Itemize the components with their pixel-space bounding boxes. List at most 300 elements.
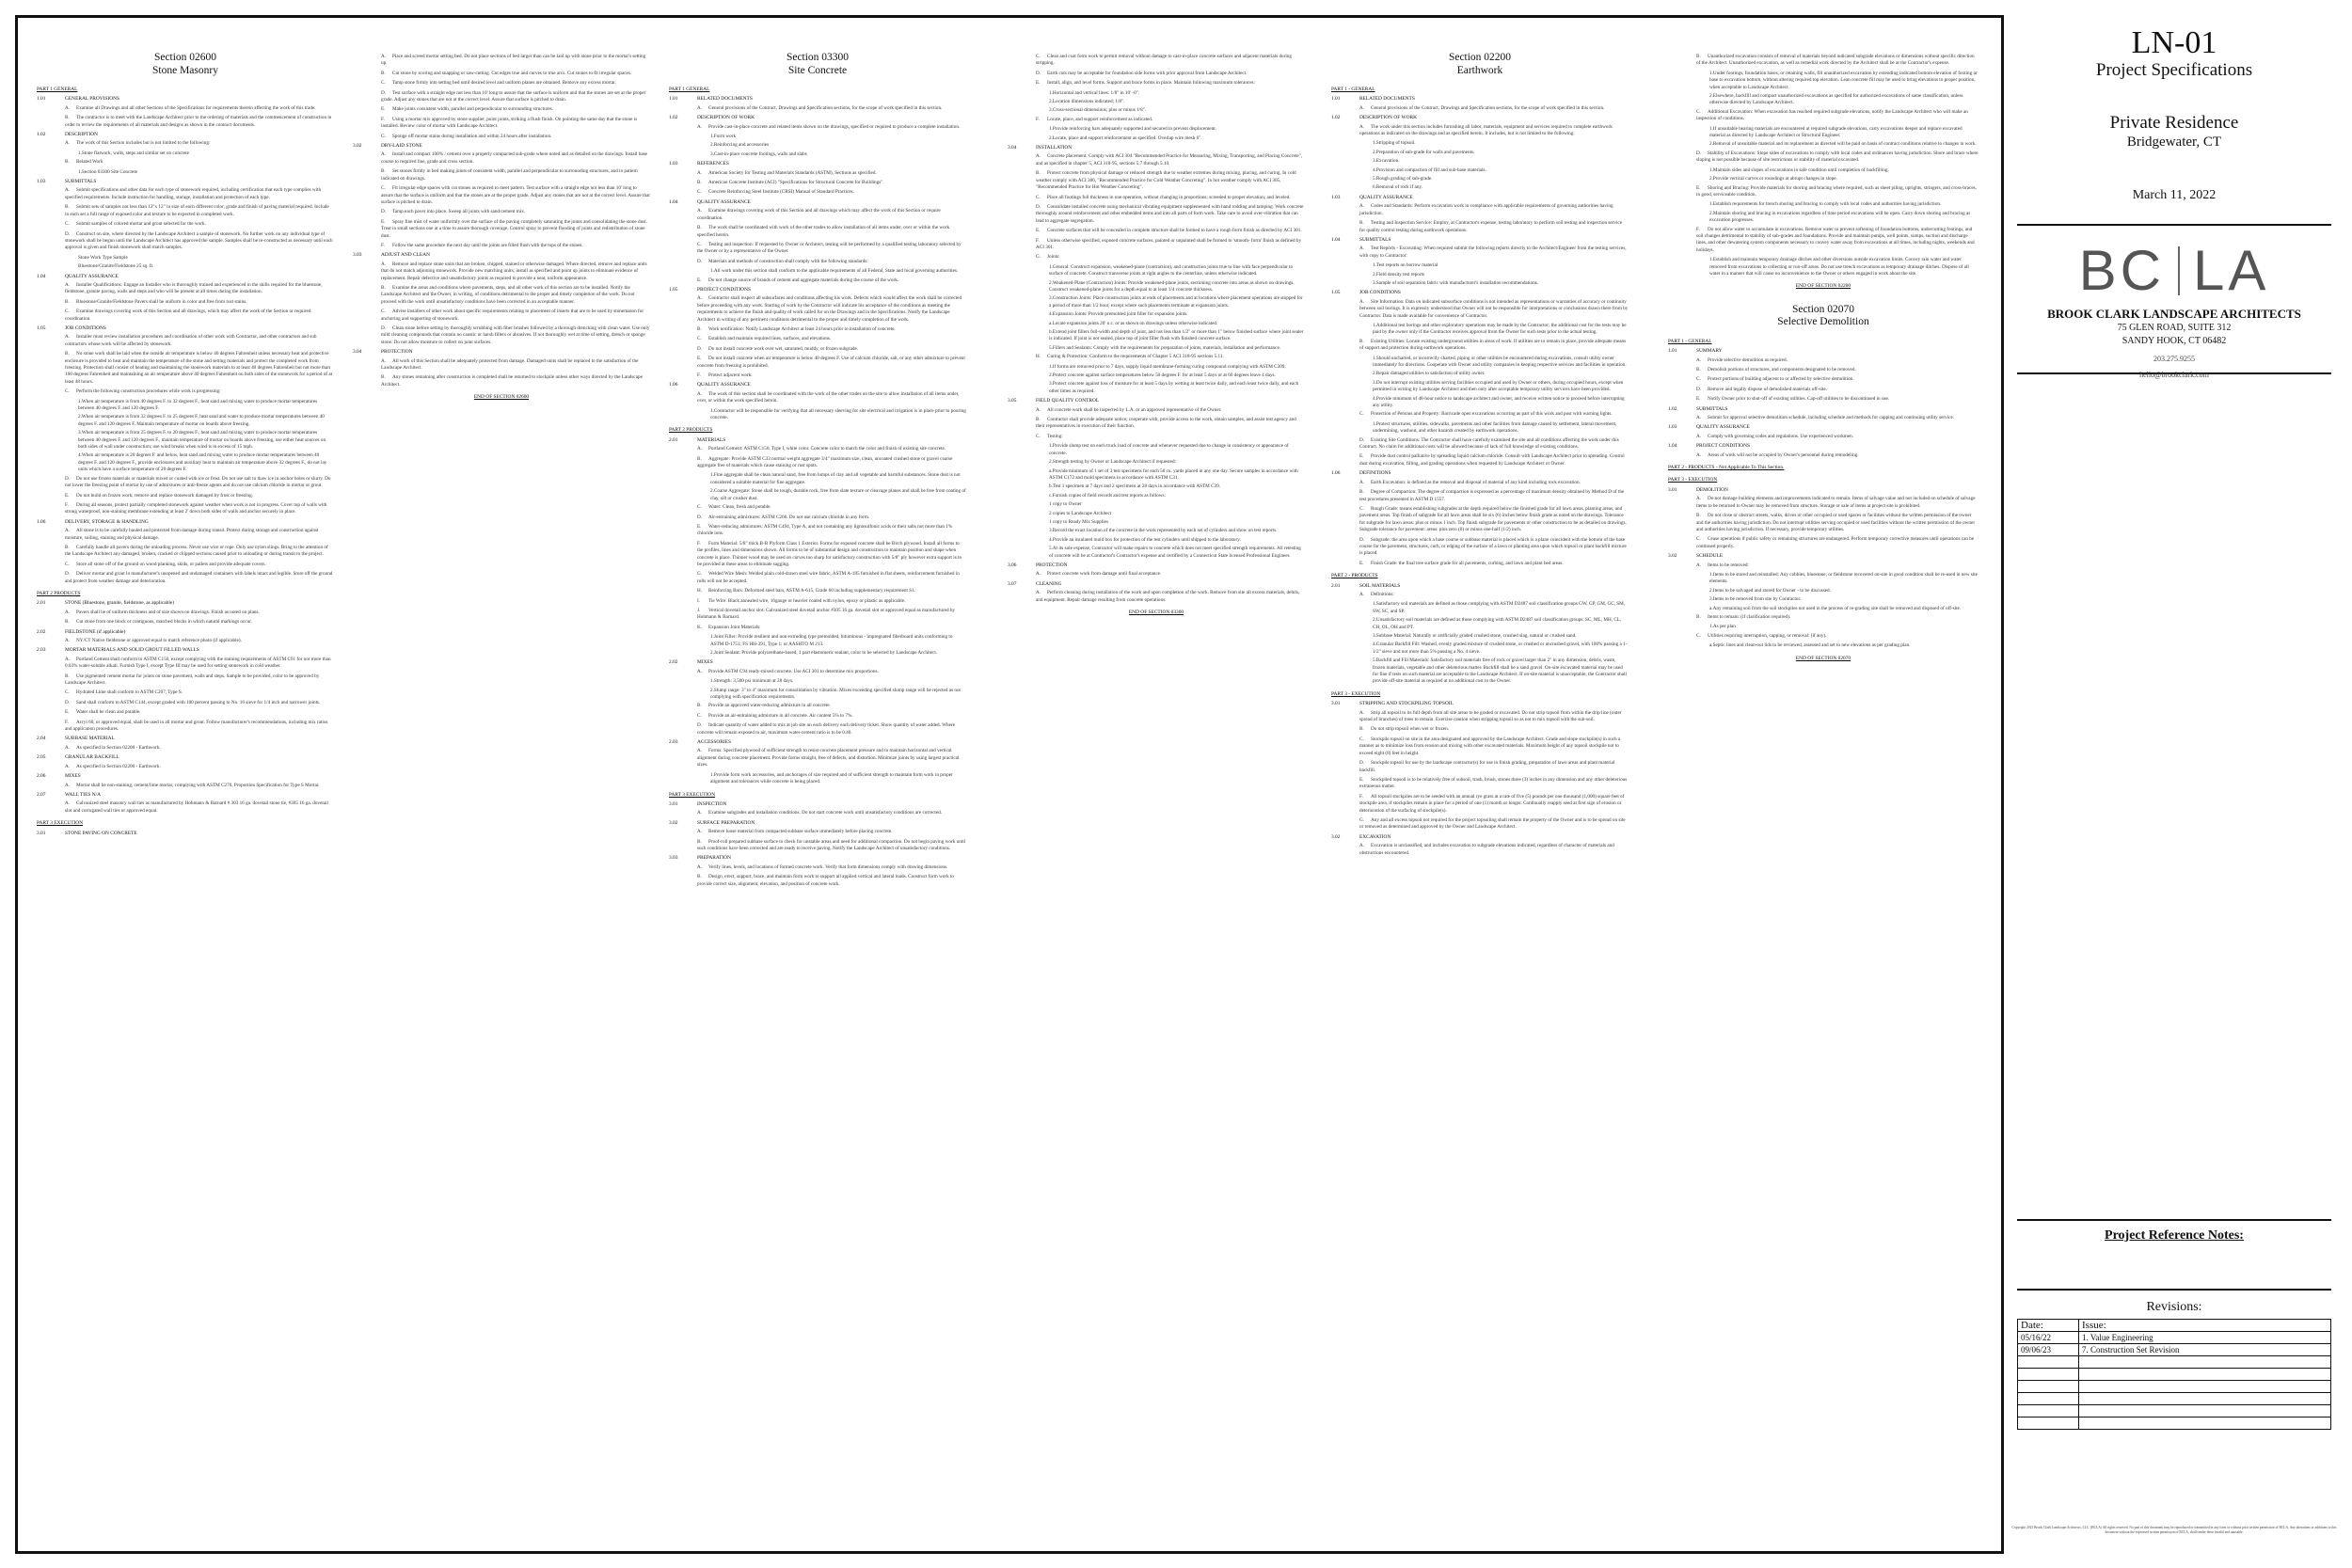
paragraph-text: Perform the following construction procedures while work is progressing: [76,388,221,395]
article-number: 1.03 [1668,424,1677,431]
paragraph-label: 3. [78,430,82,436]
article-heading [669,659,966,666]
spec-paragraph [697,242,966,256]
spec-paragraph [1696,396,1979,403]
article-number: 1.03 [1331,194,1341,200]
article-title: REFERENCES [697,161,729,167]
spec-paragraph [1696,562,1979,569]
paragraph-text: Concrete Reinforcing Steel Institute (CRSI) Manual of Standard Practices. [708,189,854,196]
paragraph-label: 2. [1049,99,1053,105]
paragraph-label: B. [65,204,70,211]
article-heading [37,519,334,526]
paragraph-label: 3. [710,150,714,157]
article-number: 1.04 [37,273,46,279]
paragraph-label: C. [1696,108,1701,115]
paragraph-text: Carefully handle all pavers during the unloading process. Never use wire or rope. Only use nylon slings. Bring to the attention of the Landscape Architect any damaged, broken, cracked or chipped sections caused prior to unloading or during transit to the project. [65,544,328,558]
spec-subparagraph [1373,272,1629,278]
spec-paragraph [1696,367,1979,373]
spec-paragraph [697,839,966,853]
paragraph-label: E. [1036,228,1041,234]
article-number: 1.03 [669,161,678,167]
paragraph-label: E. [1696,184,1701,191]
paragraph-text: Indicate quantity of water added to mix at job site on each delivery each delivery ticket. Show quantity of water added. Where concrete will remain exposed to air, maximum water-cement ratio is to be 0.40. [697,722,955,736]
spec-subparagraph [1373,657,1629,686]
article-title: RELATED DOCUMENTS [1359,96,1415,103]
paragraph-text: Maintain sides and slopes of excavations in safe condition until completion of backfilling. [1712,166,1889,173]
paragraph-text: Stockpile topsoil on site in the area designated and approved by the Landscape Architect. Grade and slope stockpile(s) in such a manner as to minimize loss from erosion and mixing with other excavated materials. Maximum height of any topsoil stockpile not to exceed eight (8) feet in height. [1359,736,1621,756]
paragraph-label: 4. [1373,395,1376,402]
paragraph-text: Establish requirements for trench shoring and bracing to comply with local codes and authorities having jurisdiction. [1712,201,1942,208]
paragraph-text: When air temperature is from 32 degrees F. to 25 degrees F. heat sand and water to produce mortar temperatures between 40 degrees F. and 120 degrees F. Maintain temperature of mortar on boards above freezing. [78,414,325,427]
paragraph-label: B. [1696,513,1701,519]
paragraph-label: 1. [1049,126,1053,133]
paragraph-text: Pavers shall be of uniform thickness and of size shown on drawings. Finish as noted on plans. [76,609,260,615]
paragraph-label: 1. [1709,257,1713,263]
spec-paragraph [697,541,966,569]
paragraph-label: A. [381,261,387,267]
article-heading [37,754,334,761]
paragraph-label: D. [1036,203,1041,210]
paragraph-text: Testing: [1047,433,1063,439]
paragraph-text: Definitions: [1371,591,1394,597]
part-heading: PART 3 EXECUTION [669,791,716,798]
article-number: 3.04 [1008,145,1017,151]
article-heading [669,437,966,444]
spec-paragraph [1036,204,1305,225]
paragraph-text: If unsuitable bearing materials are encountered at required subgrade elevations, carry excavations deeper and replace excavated material as directed by Landscape Architect or Structural Engineer. [1709,125,1963,139]
article-heading [669,96,966,103]
spec-subparagraph [1049,493,1305,499]
spec-paragraph [697,259,966,265]
paragraph-text: Fit irregular edge spaces with cut stones as required to meet pattern. Test surface with a straight edge not less than 10' long to assure that the surface is uniform and that the stones are at the proper grade. Adjust any stones that are not at the correct level. Assure that surface is pitched to drain. [381,185,650,205]
spec-paragraph [1696,536,1979,550]
spec-subparagraph [1373,617,1629,631]
paragraph-label: B. [697,703,702,709]
spec-paragraph [65,571,334,585]
paragraph-text: Provide dust control palliative by spreading liquid calcium chloride. Consult with Landscape Architect prior to spreading. Control dust during excavation, filling, and grading operations when requested by Landscape Architect or Owner. [1359,453,1625,467]
paragraph-label: B. [1359,338,1364,344]
article-title: JOB CONDITIONS [65,325,106,331]
spec-paragraph [1696,633,1979,640]
paragraph-label: H. [1036,354,1041,360]
spec-paragraph [1696,415,1979,421]
paragraph-label: A. [1359,843,1365,849]
firm-address-line2: SANDY HOOK, CT 06482 [2122,336,2227,346]
paragraph-text: Contractor shall inspect all subsurfaces and conditions affecting his work. Defects which would affect the work shall be corrected before proceeding with any work. Starting of work by the Contractor will indicate his acceptance of the conditions as meeting the requirements to achieve the finish and quality of work called for on the Drawings and in the Specifications. Notify the Landscape Architect in writing of any pertinent conditions detrimental to the proper and timely completion of the work. [697,295,962,323]
spec-paragraph [1359,592,1629,598]
paragraph-label: I. [697,597,701,604]
section-number: Section 02200 [1448,52,1512,63]
paragraph-label: 1. [78,168,82,175]
paragraph-label: C. [697,241,702,247]
paragraph-text: All concrete work shall be inspected by L.A. or an approved representative of the Owner. [1047,406,1222,413]
article-title: DESCRIPTION OF WORK [1359,115,1417,121]
paragraph-text: Repair damaged utilities to satisfaction of utility owner. [1375,371,1486,377]
paragraph-text: Store all stone off of the ground on wood planking, skids, or pallets and provide adequate covers. [76,561,266,567]
spec-paragraph [381,54,650,68]
paragraph-label: E. [697,277,702,283]
paragraph-text: Rough Grade: means establishing subgrades at the depth required below the finished grade for all lawn areas, planting areas, and pavement areas. Top finish of subgrade for all lawn areas shall be six (6) inches below finish grade as noted on the drawings. Tolerance for subgrade for lawn areas: plus or minus 1 inch. Top finish subgrade for pavements or other construction to be as detailed on drawings. Subgrade tolerance for pavement: areas: plus zero (0) or minus one-half (1/2) inch. [1359,505,1627,533]
paragraph-text: General provisions of the Contract, Drawings and Specification sections, for the scope of work specified in this section. [708,104,943,111]
paragraph-label: A. [697,169,703,176]
paragraph-label: 1. [710,268,714,275]
paragraph-text: The work of this section shall be coordinated with the work of the other trades on the site to allow installation of all items under, over, or within the work specified herein. [697,390,960,404]
paragraph-label: A. [1696,562,1702,568]
paragraph-text: Should uncharted, or incorrectly charted, piping or other utilities be encountered during excavations, consult utility owner immediately for directions. Cooperate with Owner and utility companies in keeping respective services and facilities in operation. [1373,355,1627,368]
paragraph-text: Strength testing by Owner or Landscape Architect if requested: [1052,459,1176,466]
paragraph-label: B. [65,159,70,166]
article-heading [37,831,334,837]
spec-subparagraph [1049,511,1305,517]
paragraph-label: F. [65,501,69,508]
paragraph-label: 2. [1373,371,1376,377]
paragraph-text: Test surface with a straight edge not less than 10' long to assure that the surface is uniform and that the stones are set at the proper grade. Adjust any stones that are not at the correct level. Assure that surface is pitched to drain. [381,89,646,103]
paragraph-label: B. [65,351,70,357]
article-heading [353,143,650,150]
spec-paragraph [1696,376,1979,383]
paragraph-label: A. [65,609,71,615]
paragraph-text: Work notification: Notify Landscape Architect at least 24 hours prior to installation of concrete. [708,325,896,332]
spec-paragraph [697,446,966,452]
paragraph-text: Rough grading of sub-grade. [1375,176,1433,182]
paragraph-text: Testing and Inspection Service: Employ, at Contractor's expense, testing laboratory to perform soil testing and inspection service for quality control testing during earthwork operations. [1359,220,1623,233]
paragraph-text: Protect concrete work from damage until final acceptance. [1047,571,1162,578]
article-title: PROTECTION [1036,562,1068,568]
paragraph-label: C. [1359,411,1364,418]
revision-issue [2079,1369,2331,1381]
spec-paragraph [381,80,650,87]
spec-subparagraph [710,488,966,502]
article-title: QUALITY ASSURANCE [697,382,751,388]
paragraph-text: Locate expansion joints 20' o.c. or as shown on drawings unless otherwise indicated. [1052,320,1218,326]
spec-paragraph [1359,245,1629,260]
paragraph-label: 2. [1709,210,1713,216]
paragraph-label: D. [65,699,71,705]
paragraph-text: Test Reports - Excavating: When required submit the following reports directly to the Architect/Engineer from the testing services, with copy to Contractor: [1359,245,1627,259]
paragraph-text: Install, align, and level forms. Support and brace forms in place. Maintain following maximum tolerances: [1047,80,1255,87]
spec-paragraph [65,610,334,616]
spec-subparagraph [710,688,966,702]
revision-row [2018,1344,2331,1356]
part-heading: PART 2 PRODUCTS [669,427,713,434]
paragraph-label: G. [1359,816,1365,823]
paragraph-text: Backfill and Fill Materials: Satisfactory soil materials free of rock or gravel larger than 2" in any dimension, debris, waste, frozen materials, vegetable and other deleterious matter. Backfill shall be a sand gravel. On-site excavated material may be used for fine if tests on such material are acceptable to the Landscape Architect. If on-site material is unacceptable, the Contractor shall provide off-site material as required at no additional cost to the Owner. [1373,657,1627,685]
article-heading [669,115,966,121]
article-title: WALL TIES N/A [65,791,102,798]
article-title: QUALITY ASSURANCE [65,273,119,279]
spec-paragraph [381,168,650,182]
paragraph-label: A. [65,104,71,111]
paragraph-text: Perform cleaning during installation of the work and upon completion of the work. Remove from site all excess materials, debris, and equipment. Repair damage resulting from concrete operations. [1036,590,1300,603]
revision-date [2018,1393,2079,1405]
article-number: 2.05 [37,754,46,761]
paragraph-text: Weakened-Plane (Contraction) Joints: Provide weakened-plane joints, sectioning concrete into areas as shown on drawings. Construct weakened-plane joints for a depth equal to at least 1/4 concrete thickness. [1049,279,1295,293]
paragraph-label: B. [381,70,386,76]
paragraph-text: Water shall be clean and potable. [76,709,141,716]
spec-paragraph [1036,80,1305,87]
spec-subparagraph [1709,642,1979,649]
spec-paragraph [65,282,334,296]
paragraph-text: Sample of soil separation fabric with manufacturer's installation recommendations. [1375,279,1539,286]
paragraph-label: B. [381,284,386,291]
paragraph-text: Construct on site, where directed by the Landscape Architect a sample of stonework. No further work on any individual type of stonework shall be begun until the Landscape Architect has approved the sample. Samples shall be re-constructed as necessary until each approval is given and finish stonework shall match samples. [65,230,333,251]
spec-paragraph [1036,571,1305,578]
paragraph-label: C. [1036,194,1041,200]
firm-phone: 203.275.9255 [2153,355,2195,363]
paragraph-label: a. [1049,467,1053,474]
paragraph-label: A. [1696,415,1702,421]
paragraph-text: Form work [713,134,737,140]
article-number: 1.04 [669,198,678,205]
sheet-border [15,15,2004,1554]
paragraph-label: D. [697,345,703,352]
section-heading [1668,304,1979,329]
paragraph-label: 1. [710,134,714,140]
spec-subparagraph [1373,633,1629,640]
paragraph-text: Fillers and Sealants: Comply with the requirements for preparation of joints, materials, installation and performance. [1052,344,1281,351]
paragraph-text: Mortar shall be non-staining, cement/lime mortar, complying with ASTM C270, Proportion Specification for Type S Mortar. [76,782,320,788]
paragraph-text: Joint Filler: Provide resilient and non extruding type premolded, bituminous - impregnated fiberboard units conforming to ASTM D-1751; FS HH-391, Type 1; or AASHTO M 213. [710,634,953,647]
section-number: Section 03300 [786,52,850,63]
article-title: RELATED DOCUMENTS [697,96,753,103]
paragraph-text: Submit samples of colored mortar and grout selected for the work. [76,221,206,228]
revisions-block [2017,1289,2331,1430]
article-title: SURFACE PREPARATION [697,819,755,826]
paragraph-label: D. [381,209,387,215]
paragraph-label: b. [1049,329,1053,335]
spec-paragraph [697,189,966,196]
paragraph-label: C. [381,80,386,87]
paragraph-label: A. [1036,153,1041,160]
article-number: 3.03 [669,855,678,862]
paragraph-label: A. [697,208,703,214]
paragraph-label: 3. [1049,381,1053,388]
paragraph-text: Provide slump test on each truck load of concrete and whenever requested due to change in consistency or appearance of concrete. [1049,443,1289,456]
spec-paragraph [65,638,334,644]
paragraph-label: 3. [1373,633,1376,639]
spec-paragraph [1696,54,1979,68]
spec-paragraph [697,748,966,768]
paragraph-label: B. [1359,489,1364,496]
paragraph-label: A. [697,810,703,816]
paragraph-text: Under footings, foundation bases, or retaining walls, fill unauthorized excavation by extending indicated bottom elevation of footing or base to excavation bottom, without altering required top elevation. Lean concrete fill may be used to bring elevations to proper position, when acceptable to Landscape Architect. [1709,70,1978,90]
paragraph-text: Sand shall conform to ASTM C144, except graded with 100 percent passing to No. 16 sieve for 1/4 inch and narrower joints. [76,699,321,705]
paragraph-label: 5. [1373,657,1376,664]
paragraph-label: A. [65,782,71,788]
paragraph-text: Install and compact 100% / cement over a properly compacted sub-grade where noted and as detailed on the drawings. Install base course to required line, grade and cross section. [381,151,647,165]
paragraph-label: A. [697,863,703,870]
paragraph-label: a. [1049,320,1053,326]
paragraph-label: 1. [710,634,714,641]
paragraph-text: All work of this Section shall be adequately protected from damage. Damaged units shall be replaced to the satisfaction of the Landscape Architect. [381,357,639,372]
paragraph-text: Establish and maintain temporary drainage ditches and other diversions outside excavation limits. Convey rain water and water removed from excavations to collecting or run-off areas. Do not use trench excavations as temporary drainage ditches. Dispose of all water in a manner that will cause no inconvenience to the Owner or others engaged in work about the site. [1709,257,1969,277]
paragraph-text: Stockpiled topsoil is to be relatively free of subsoil, trash, brush, stones three (3) inches in any dimension and any other deleterious extraneous matter. [1359,776,1628,790]
spec-paragraph [697,608,966,622]
article-title: ACCESSORIES [697,739,731,746]
spec-paragraph [65,709,334,716]
paragraph-text: When air temperature is from 40 degrees F. to 32 degrees F., heat sand and mixing water to produce mortar temperatures between 40 degrees F. and 120 degrees F. [78,398,318,412]
paragraph-text: Maintain shoring and bracing in excavations regardless of time period excavations will be open. Carry down shoring and bracing as excavation progresses. [1709,210,1971,224]
spec-subparagraph [710,634,966,648]
spec-paragraph [65,309,334,323]
paragraph-label: D. [65,571,71,578]
paragraph-text: Any and all excess topsoil not required for the project topsoiling shall remain the property of the Owner and is to be spread on site or removed as determined and approved by the Owner and Landscape Architect. [1359,816,1626,831]
paragraph-label: A. [65,140,71,147]
paragraph-text: Contractor will be responsible for verifying that all necessary sleeving for site electrical and irrigation is in place prior to pouring concrete. [710,407,966,421]
paragraph-text: Protect concrete against surface temperatures below 50 degrees F. for at least 5 days or at 60 degrees leave 4 days. [1052,372,1276,379]
article-number: 2.04 [37,736,46,742]
paragraph-text: Joints: [1047,254,1060,261]
article-title: DESCRIPTION OF WORK [697,115,755,121]
end-of-section: END OF SECTION 03300 [1128,610,1184,615]
paragraph-text: Deliver mortar and grout in manufacturer's unopened and undamaged containers with labels intact and legible. Store off the ground and protect from weather damage and deterioration. [65,571,333,584]
paragraph-text: Furnish copies of field records and test reports as follows: [1052,492,1166,499]
article-number: 1.04 [1331,236,1341,243]
spec-paragraph [697,372,966,379]
spec-subparagraph [1049,90,1305,97]
paragraph-label: A. [1359,298,1365,305]
paragraph-label: D. [381,89,387,96]
article-title: PROTECTION [381,349,413,356]
paragraph-label: F. [697,372,701,378]
paragraph-text: Comply with governing codes and regulations. Use experienced workmen. [1708,433,1854,439]
article-title: INSTALLATION [1036,145,1073,151]
paragraph-label: C. [65,689,70,696]
section-heading [669,52,966,77]
spec-subparagraph [78,255,334,261]
paragraph-text: Coarse Aggregate: Stone shall be tough, durable rock, free from slate texture or cleavage planes and shall be free from coating of clay, silt or crusher dust. [710,488,966,501]
paragraph-text: No stone work shall be laid when the outside air temperature is below 40 degrees Fahrenheit unless necessary heat and protective enclosure is provided to heat and maintain the temperature of the stone and setting materials and protect the completed work from freezing. Protection shall consist of heating and maintaining the stonework materials to at least 40 degrees Fahrenheit but not more than 160 degrees Fahrenheit and maintaining an air temperature above 40 degrees Fahrenheit on both sides of the stonework for a period of at least 48 hours. [65,351,333,385]
paragraph-text: Set stones firmly in bed making joints of consistent width, parallel and perpendicular to surrounding structures, and in pattern indicated on drawings. [381,168,638,182]
spec-paragraph [1359,489,1629,503]
section-title: Stone Masonry [152,64,218,76]
spec-paragraph [1036,238,1305,252]
spec-paragraph [1359,710,1629,724]
revision-date [2018,1381,2079,1393]
spec-paragraph [1036,354,1305,360]
paragraph-text: Strip all topsoil to its full depth from all site areas to be graded or excavated. Do not strip topsoil from within the drip line (outer spread of branches) of trees to remain. Exercise caution when stripping topsoil so as not to mix topsoil with the sub-soil. [1359,709,1622,723]
article-number: 2.06 [37,773,46,780]
paragraph-text: Strength: 3,500 psi minimum at 28 days. [713,678,794,685]
paragraph-text: General: Construct expansion, weakened-plane (contraction), and construction joints true to line with face perpendicular to surface of concrete. Construct transverse joints at right angles to the centerline, unless otherwise indicated. [1049,263,1294,277]
paragraph-label: B. [65,619,70,626]
article-title: DESCRIPTION [65,132,99,138]
paragraph-label: D. [65,230,71,237]
article-title: FIELDSTONE (if applicable) [65,628,126,635]
paragraph-text: Remove and legally dispose of demolished materials off-site. [1708,386,1827,392]
article-number: 2.02 [37,628,46,635]
issue-date: March 11, 2022 [2132,188,2217,202]
paragraph-label: 1. [1709,125,1713,132]
paragraph-text: Additional test borings and other exploratory operations may be made by the Contractor; the additional cost for the tests may be paid by the owner only if the Contractor receives approval from the Owner for such tests prior to the actual testing. [1373,322,1627,336]
paragraph-label: A. [1359,104,1365,111]
paragraph-label: B. [65,298,70,305]
spec-paragraph [1359,411,1629,418]
paragraph-text: Stockpile topsoil for use by the landscape contractor(s) for use in finish grading, preparation of lawn areas and plant material backfill. [1359,760,1615,773]
paragraph-text: As specified in Section 02200 - Earthwork. [76,763,161,769]
article-heading [37,647,334,654]
paragraph-label: 1. [1049,443,1053,450]
paragraph-text: Existing Site Conditions: The Contractor shall have carefully examined the site and all conditions affecting the work under this Contract. No claim for additional costs will be allowed because of lack of full knowledge of existing conditions. [1359,436,1619,451]
paragraph-label: A. [1359,245,1365,252]
paragraph-text: Air-entraining admixtures: ASTM C260. Do not use calcium chloride in any form. [708,514,870,520]
paragraph-label: 1. [1049,89,1053,96]
spec-subparagraph [1373,167,1629,174]
spec-subparagraph [78,399,334,413]
paragraph-label: A. [1359,123,1365,130]
section-number: Section 02070 [1791,303,1855,315]
paragraph-text: All stone is to be carefully hauled and protected from damage during transit. Protect during storage and construction against moisture, soiling, staining and physical damage. [65,528,319,541]
paragraph-text: Examine subgrades and installation conditions. Do not start concrete work until unsatisfactory conditions are corrected. [708,810,943,816]
paragraph-text: Stripping of topsoil. [1375,140,1416,147]
article-heading [669,199,966,206]
paragraph-label: 3. [1373,379,1376,386]
paragraph-label: A. [697,829,703,835]
spec-paragraph [65,204,334,218]
article-title: STONE PAVING ON CONCRETE [65,830,137,836]
paragraph-text: Spray fine mist of water uniformly over the surface of the paving completely saturating the joints and consolidating the stone dust. Treat in small sections one at a time to assure thorough coverage. Control spray to prevent flooding of joints and redistribution of stone dust. [381,218,647,239]
spec-paragraph [697,295,966,324]
paragraph-label: 1. [710,771,714,778]
spec-column-5 [1331,52,1629,860]
paragraph-text: Submit sets of samples not less than 12"x 12" in size of each different color, grade and finish of paving material required. Include in each set a full range of exposed color and texture to be expected in completed work. [65,204,329,217]
spec-paragraph [381,374,650,388]
revision-issue [2079,1381,2331,1393]
revision-date: 09/06/23 [2018,1344,2079,1356]
article-number: 1.06 [669,382,678,388]
paragraph-text: Concrete surfaces that will be concealed in complete structure shall be formed to have a rough form finish as directed by ACI 301. [1047,228,1302,234]
paragraph-label: 1. [1373,262,1376,269]
article-number: 2.01 [669,436,678,443]
spec-paragraph [697,346,966,353]
paragraph-label: F. [1359,793,1363,800]
paragraph-label: D. [1036,70,1041,76]
paragraph-label: J. [697,607,701,613]
paragraph-text: Stone flatwork, walls, steps and similar set on concrete [81,150,189,156]
article-number: 3.01 [669,800,678,807]
paragraph-text: Earth cuts may be acceptable for foundation side forms with prior approval from Landscape Architect. [1047,70,1248,76]
paragraph-label: B. [1036,417,1041,423]
article-number: 2.02 [669,659,678,666]
paragraph-label: A. [697,123,703,130]
spec-subparagraph [1049,537,1305,544]
spec-paragraph [1036,417,1305,431]
article-heading [37,96,334,103]
paragraph-text: Water-reducing admixtures: ASTM C494, Type A, and not containing any lignosulfonic acids or their salts not more than 1% chloride ions. [697,523,953,537]
article-number: 3.01 [1331,701,1341,707]
paragraph-text: Consolidate installed concrete using mechanical vibrating equipment supplemented with hand rodding and tamping. Work concrete thoroughly around reinforcement and other embedded items and into all parts of form work. Take care to avoid over-vibration that can lead to aggregate segregation. [1036,203,1304,224]
spec-column-6 [1668,52,1979,670]
spec-paragraph [381,325,650,346]
paragraph-label: 2. [1049,135,1053,141]
paragraph-label: a. [1709,642,1713,649]
spec-subparagraph [710,472,966,486]
paragraph-label: B. [381,374,386,381]
spec-paragraph [1359,203,1629,217]
spec-subparagraph [1709,572,1979,586]
spec-paragraph [1036,195,1305,201]
spec-column-1 [37,52,334,839]
paragraph-text: Examine the areas and conditions where pavements, steps, and all other work of this section are to be installed. Notify the Landscape Architect and the Owner, in writing, of conditions detrimental to the proper and timely completion of the work. Do not proceed with the work until unsatisfactory conditions have been corrected in an acceptable manner. [381,284,635,305]
spec-paragraph [1359,299,1629,320]
spec-paragraph [65,673,334,688]
spec-subparagraph [1049,280,1305,294]
paragraph-text: All topsoil stockpiles are to be seeded with an annual rye grass at a rate of five (5) pounds per one thousand (1,000) square feet of stockpile area, if stockpiles remain in place for a period of one (1) month or longer. Continually reapply seed at first sign of erosion or deterioration of the surfacing of stockpile(s). [1359,793,1625,814]
paragraph-label: 1. [1373,420,1376,427]
paragraph-text: Reinforcing and accessories [713,142,770,149]
spec-subparagraph [1049,264,1305,278]
paragraph-label: 2. [1373,617,1376,624]
